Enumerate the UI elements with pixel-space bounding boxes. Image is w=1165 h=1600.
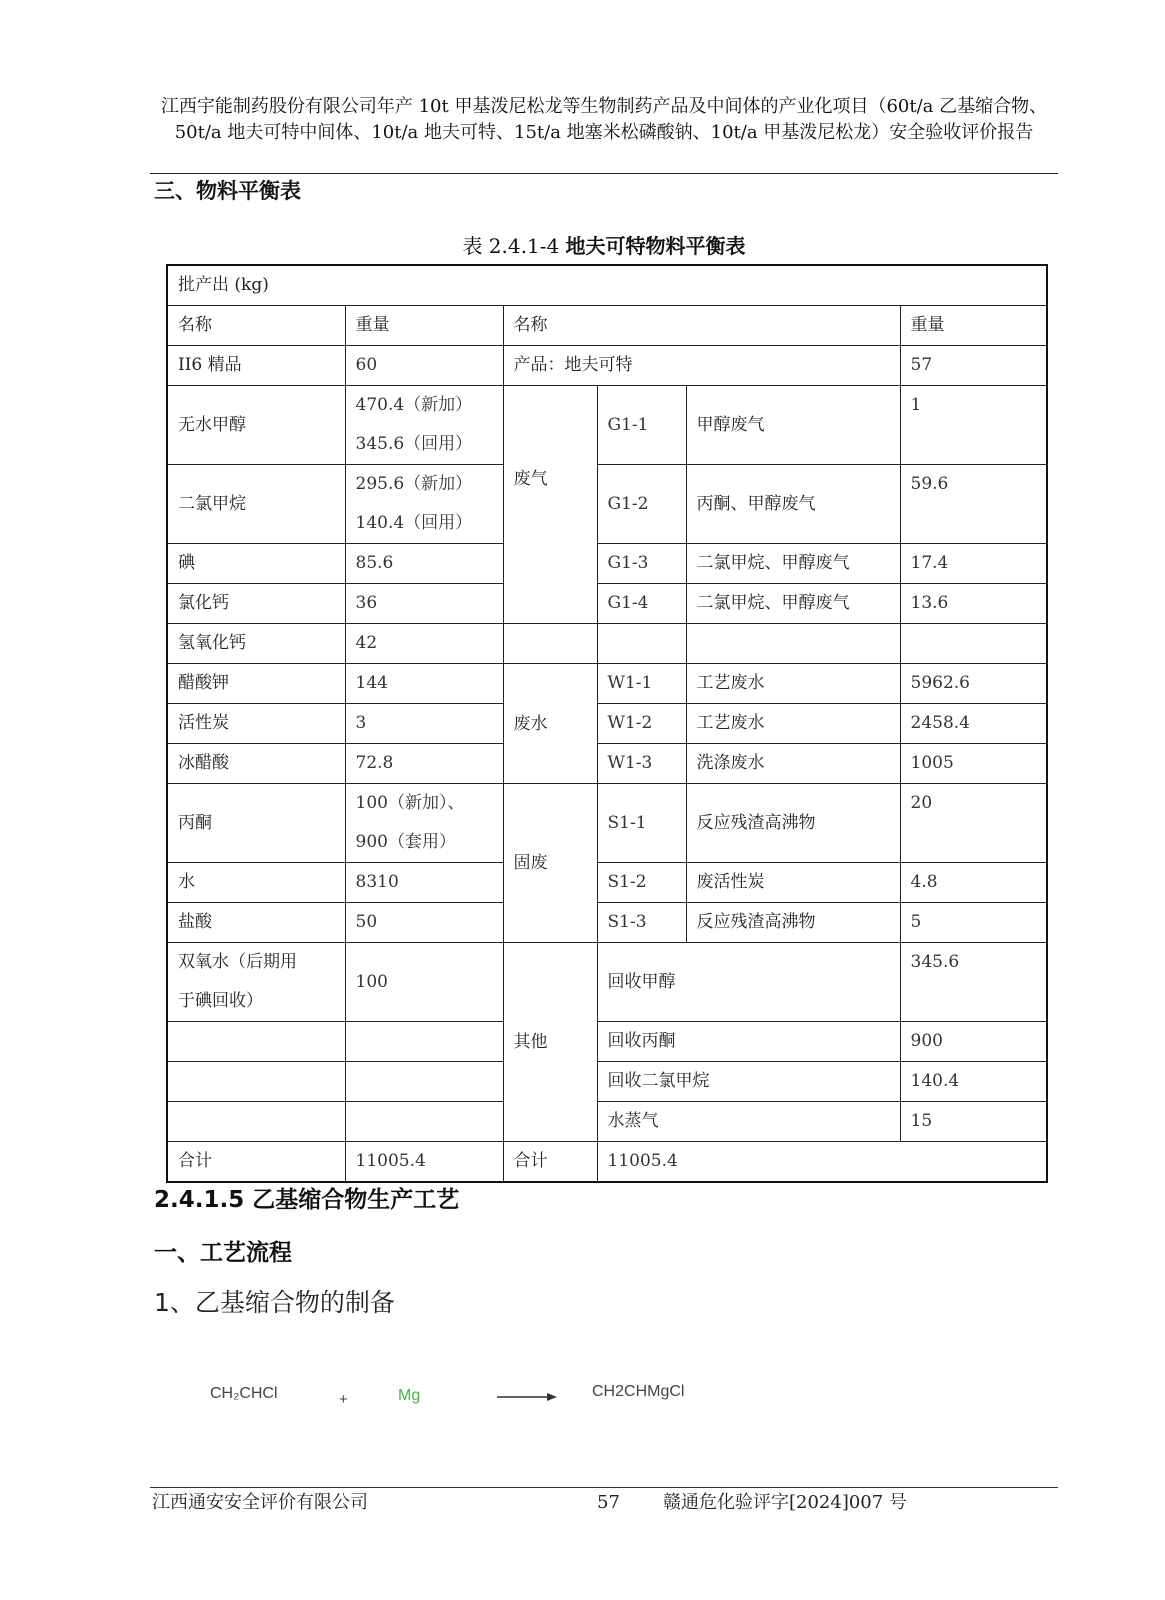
input-name-cell: 活性炭 — [167, 704, 345, 744]
code-cell: G1-3 — [597, 544, 686, 584]
table-header-row — [167, 306, 1047, 346]
reactant-vinyl-chloride: CH₂CHCl — [210, 1385, 278, 1402]
material-balance-table — [166, 264, 1048, 1183]
page-number: 57 — [597, 1492, 620, 1513]
output-name-cell: 回收二氯甲烷 — [597, 1062, 900, 1102]
flow-heading: 一、工艺流程 — [154, 1240, 292, 1266]
input-name-cell: 冰醋酸 — [167, 744, 345, 784]
column-header: 名称 — [503, 306, 900, 346]
input-weight-cell: 144 — [345, 664, 503, 704]
table-total-row — [167, 1142, 1047, 1183]
table-row — [167, 784, 1047, 863]
output-weight-cell: 1 — [900, 386, 1047, 465]
empty-cell — [503, 624, 597, 664]
empty-cell — [167, 1102, 345, 1142]
output-weight-cell: 17.4 — [900, 544, 1047, 584]
input-weight-cell — [345, 386, 503, 465]
output-name-cell: 反应残渣高沸物 — [686, 784, 900, 863]
input-name-cell: 丙酮 — [167, 784, 345, 863]
output-weight-cell: 345.6 — [900, 943, 1047, 1022]
empty-cell — [686, 624, 900, 664]
table-row — [167, 1102, 1047, 1142]
output-name-cell: 反应残渣高沸物 — [686, 903, 900, 943]
output-weight-cell: 5 — [900, 903, 1047, 943]
total-value-cell: 11005.4 — [345, 1142, 503, 1183]
category-cell-other: 其他 — [503, 943, 597, 1142]
column-header: 名称 — [167, 306, 345, 346]
table-row — [167, 943, 1047, 1022]
input-weight-cell — [345, 784, 503, 863]
input-name-cell: 二氯甲烷 — [167, 465, 345, 544]
category-label: 废气 — [513, 469, 548, 489]
category-cell-waste-gas — [503, 386, 597, 624]
output-weight-cell: 4.8 — [900, 863, 1047, 903]
output-weight-cell: 1005 — [900, 744, 1047, 784]
output-weight-cell: 15 — [900, 1102, 1047, 1142]
header-rule — [150, 173, 1058, 174]
document-header — [150, 94, 1058, 146]
total-value-cell: 11005.4 — [597, 1142, 1047, 1183]
input-weight-cell: 85.6 — [345, 544, 503, 584]
output-name-cell: 工艺废水 — [686, 664, 900, 704]
empty-cell — [345, 1062, 503, 1102]
code-cell: S1-2 — [597, 863, 686, 903]
name-line: 于碘回收） — [178, 991, 263, 1011]
output-name-cell: 回收甲醇 — [597, 943, 900, 1022]
table-row — [167, 584, 1047, 624]
reaction-arrow-icon — [497, 1391, 557, 1403]
input-name-cell: 水 — [167, 863, 345, 903]
footer-rule — [150, 1487, 1058, 1488]
input-weight-cell: 3 — [345, 704, 503, 744]
output-name-cell: 甲醇废气 — [686, 386, 900, 465]
table-row — [167, 1062, 1047, 1102]
input-name-cell: 氢氧化钙 — [167, 624, 345, 664]
code-cell: W1-2 — [597, 704, 686, 744]
code-cell: W1-1 — [597, 664, 686, 704]
output-weight-cell: 140.4 — [900, 1062, 1047, 1102]
output-name-cell: 洗涤废水 — [686, 744, 900, 784]
output-weight-cell: 5962.6 — [900, 664, 1047, 704]
code-cell: G1-1 — [597, 386, 686, 465]
footer-company: 江西通安安全评价有限公司 — [152, 1492, 368, 1513]
weight-recycled: 345.6（回用） — [355, 434, 473, 454]
code-cell: G1-4 — [597, 584, 686, 624]
code-cell: S1-3 — [597, 903, 686, 943]
table-row — [167, 386, 1047, 465]
input-name-cell: 无水甲醇 — [167, 386, 345, 465]
plus-sign: + — [339, 1391, 348, 1408]
table-row — [167, 544, 1047, 584]
input-weight-cell: 36 — [345, 584, 503, 624]
weight-new: 470.4（新加） — [355, 395, 473, 415]
output-weight-cell: 20 — [900, 784, 1047, 863]
report-code: 赣通危化验评字[2024]007 号 — [663, 1492, 907, 1513]
table-row — [167, 903, 1047, 943]
input-weight-cell: 100 — [345, 943, 503, 1022]
product-weight-cell: 57 — [900, 346, 1047, 386]
output-name-cell: 废活性炭 — [686, 863, 900, 903]
output-weight-cell: 13.6 — [900, 584, 1047, 624]
table-row — [167, 744, 1047, 784]
empty-cell — [345, 1022, 503, 1062]
output-name-cell: 水蒸气 — [597, 1102, 900, 1142]
code-cell: G1-2 — [597, 465, 686, 544]
product-label-cell: 产品：地夫可特 — [503, 346, 900, 386]
total-label-cell: 合计 — [167, 1142, 345, 1183]
input-name-cell: 盐酸 — [167, 903, 345, 943]
empty-cell — [597, 624, 686, 664]
empty-cell — [167, 1022, 345, 1062]
preparation-subheading: 1、乙基缩合物的制备 — [154, 1288, 395, 1317]
table-caption-title: 地夫可特物料平衡表 — [565, 234, 746, 258]
table-row — [167, 346, 1047, 386]
output-name-cell: 二氯甲烷、甲醇废气 — [686, 584, 900, 624]
total-label-cell: 合计 — [503, 1142, 597, 1183]
output-name-cell: 回收丙酮 — [597, 1022, 900, 1062]
weight-new: 295.6（新加） — [355, 474, 473, 494]
input-weight-cell: 42 — [345, 624, 503, 664]
table-row — [167, 265, 1047, 306]
weight-recycled: 140.4（回用） — [355, 513, 473, 533]
output-name-cell: 丙酮、甲醇废气 — [686, 465, 900, 544]
reactant-magnesium: Mg — [398, 1387, 421, 1404]
input-weight-cell: 8310 — [345, 863, 503, 903]
output-name-cell: 二氯甲烷、甲醇废气 — [686, 544, 900, 584]
code-cell: W1-3 — [597, 744, 686, 784]
input-weight-cell: 60 — [345, 346, 503, 386]
input-name-cell: 碘 — [167, 544, 345, 584]
output-weight-cell: 59.6 — [900, 465, 1047, 544]
table-row — [167, 664, 1047, 704]
output-weight-cell: 900 — [900, 1022, 1047, 1062]
name-line: 双氧水（后期用 — [178, 952, 297, 972]
section-title: 三、物料平衡表 — [154, 179, 301, 203]
reaction-equation — [150, 1385, 850, 1425]
batch-label-cell: 批产出 (kg) — [167, 265, 1047, 306]
input-weight-cell: 50 — [345, 903, 503, 943]
input-name-cell — [167, 943, 345, 1022]
input-name-cell: II6 精品 — [167, 346, 345, 386]
empty-cell — [345, 1102, 503, 1142]
empty-cell — [167, 1062, 345, 1102]
column-header: 重量 — [900, 306, 1047, 346]
header-title: 江西宇能制药股份有限公司年产 10t 甲基泼尼松龙等生物制药产品及中间体的产业化项目（60t/a 乙基缩合物、50t/a 地夫可特中间体、10t/a 地夫可特、15t/a 地塞米松磷酸钠、10t/a 甲基泼尼松龙）安全验收评价报告 — [160, 96, 1048, 143]
output-weight-cell: 2458.4 — [900, 704, 1047, 744]
category-cell-solid-waste: 固废 — [503, 784, 597, 943]
column-header: 重量 — [345, 306, 503, 346]
table-row — [167, 465, 1047, 544]
code-cell: S1-1 — [597, 784, 686, 863]
input-weight-cell — [345, 465, 503, 544]
table-caption-number: 表 2.4.1-4 — [462, 234, 560, 258]
table-row — [167, 863, 1047, 903]
input-name-cell: 醋酸钾 — [167, 664, 345, 704]
weight-new: 100（新加）、 — [355, 793, 465, 813]
input-weight-cell: 72.8 — [345, 744, 503, 784]
table-row — [167, 624, 1047, 664]
input-name-cell: 氯化钙 — [167, 584, 345, 624]
process-heading: 2.4.1.5 乙基缩合物生产工艺 — [154, 1187, 460, 1213]
table-caption — [150, 232, 1058, 260]
empty-cell — [900, 624, 1047, 664]
table-row — [167, 1022, 1047, 1062]
weight-recycled: 900（套用） — [355, 832, 456, 852]
table-row — [167, 704, 1047, 744]
product-grignard: CH2CHMgCl — [592, 1383, 685, 1400]
category-cell-waste-water: 废水 — [503, 664, 597, 784]
output-name-cell: 工艺废水 — [686, 704, 900, 744]
